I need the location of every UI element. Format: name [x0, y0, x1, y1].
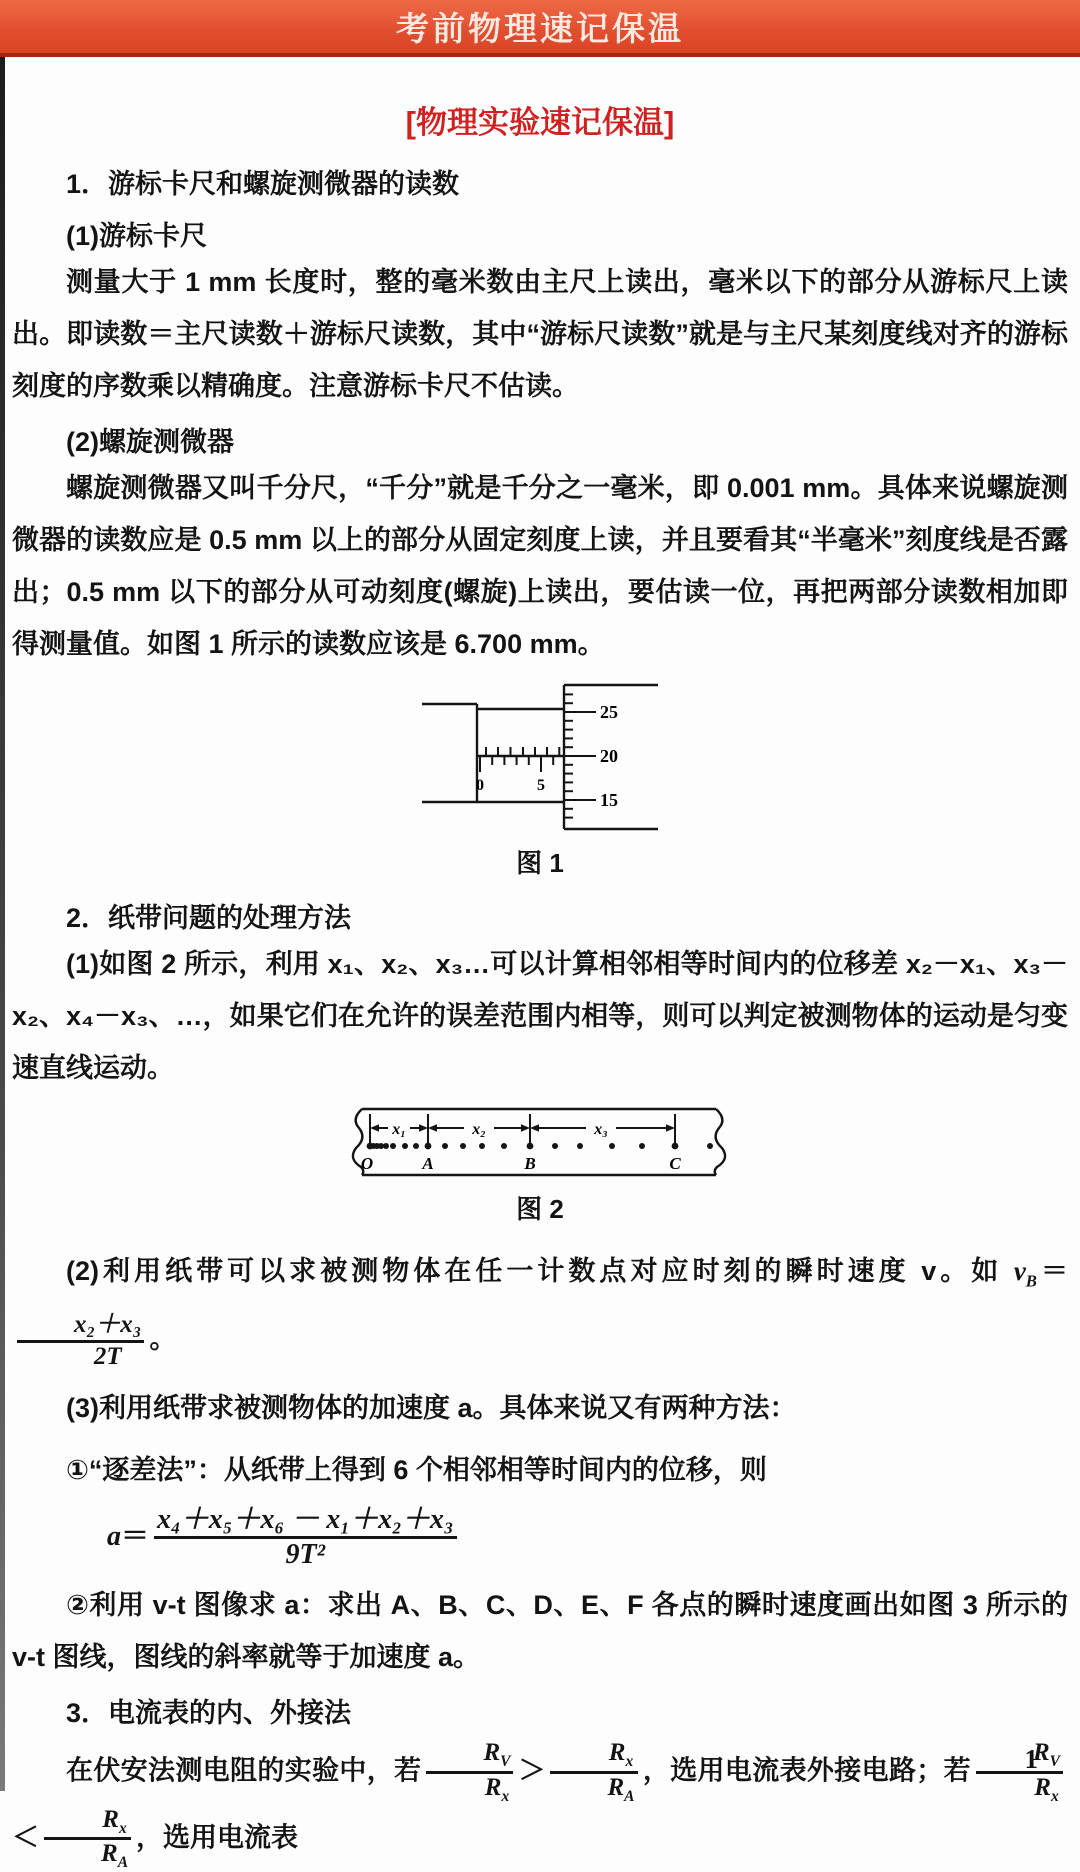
a-equals-sign: ＝: [121, 1519, 150, 1551]
s3-lead: 在伏安法测电阻的实验中，若: [66, 1755, 422, 1786]
thimble-label-20: 20: [600, 746, 618, 766]
header-title: 考前物理速记保温: [396, 10, 684, 47]
interval-label-x1: x₁: [391, 1121, 406, 1138]
section2-method2: ②利用 v-t 图像求 a：求出 A、B、C、D、E、F 各点的瞬时速度画出如图 3 所示的 v-t 图线，图线的斜率就等于加速度 a。: [12, 1589, 1068, 1672]
acceleration-formula: [107, 1504, 1068, 1571]
section2-method1: ①“逐差法”：从纸带上得到 6 个相邻相等时间内的位移，则: [66, 1454, 767, 1485]
p2-period: 。: [149, 1324, 177, 1355]
vb-fraction-numerator: x₂＋x₃: [17, 1311, 144, 1343]
rx-ra-fraction-2: $\frac{R_x}{R_A}$: [44, 1806, 131, 1872]
rx-ra-fraction: [550, 1739, 637, 1806]
figure1-micrometer: [12, 682, 1068, 880]
s3-mid: ，选用电流表外接电路；若: [642, 1755, 971, 1786]
vb-fraction: [17, 1311, 144, 1372]
thimble-label-15: 15: [600, 790, 618, 810]
rx-numerator: $R_x$: [550, 1739, 637, 1774]
section2-heading: 2．纸带问题的处理方法: [66, 903, 352, 933]
p2-text: (2)利用纸带可以求被测物体在任一计数点对应时刻的瞬时速度 v。如: [66, 1256, 1014, 1286]
a-fraction: [154, 1504, 457, 1571]
main-scale-label-5: 5: [537, 777, 545, 794]
interval-arrows: [370, 1124, 675, 1131]
section1-heading: 1．游标卡尺和螺旋测微器的读数: [66, 169, 460, 199]
section1-sub2-body: 螺旋测微器又叫千分尺，“千分”就是千分之一毫米，即 0.001 mm。具体来说螺旋测微器的读数应是 0.5 mm 以上的部分从固定刻度上读，并且要看其“半毫米”刻度线是否露出；0.5 mm 以下的部分从可动刻度(螺旋)上读出，要估读一位，再把两部分读数相加即得测量值。如图 1 所示的读数应该是 6.700 mm。: [12, 473, 1068, 659]
a-fraction-denominator: 9T²: [285, 1538, 326, 1570]
section2-p3: (3)利用纸带求被测物体的加速度 a。具体来说又有两种方法：: [66, 1392, 797, 1423]
tape-dots: [366, 1143, 712, 1150]
point-label-O: O: [360, 1154, 373, 1173]
interval-label-x2: x₂: [471, 1121, 486, 1138]
figure2-caption: 图 2: [516, 1194, 564, 1224]
less-than-sign: ＜: [12, 1821, 39, 1852]
doc-title: [物理实验速记保温]: [405, 105, 675, 140]
point-label-A: A: [421, 1154, 434, 1173]
page-number: 1: [1024, 1744, 1038, 1774]
rv-rx-fraction-2: $\frac{R_V}{R_x}$: [976, 1739, 1063, 1806]
equals-sign: ＝: [1036, 1256, 1068, 1286]
section1-sub1-heading: (1)游标卡尺: [66, 221, 207, 251]
interval-label-x3: x₃: [593, 1121, 608, 1138]
a-fraction-numerator: x₄＋x₅＋x₆ － x₁＋x₂＋x₃: [154, 1504, 457, 1539]
thimble-label-25: 25: [600, 702, 618, 722]
section1-sub2-heading: (2)螺旋测微器: [66, 427, 234, 457]
section3-body: [12, 1739, 1068, 1872]
rv-numerator: $R_V$: [426, 1739, 513, 1774]
section1-sub1-body: 测量大于 1 mm 长度时，整的毫米数由主尺上读出，毫米以下的部分从游标尺上读出。即读数＝主尺读数＋游标尺读数，其中“游标尺读数”就是与主尺某刻度线对齐的游标刻度的序数乘以精确度。注意游标卡尺不估读。: [12, 267, 1068, 401]
figure2-paper-tape: [12, 1106, 1068, 1226]
vb-fraction-denominator: 2T: [93, 1342, 122, 1370]
rv-rx-fraction: [426, 1739, 513, 1806]
point-label-C: C: [668, 1154, 681, 1173]
thimble-ticks: [564, 694, 596, 817]
a-symbol: a: [107, 1520, 121, 1552]
velocity-symbol: $v_B$: [1013, 1256, 1037, 1291]
page-edge-shadow: [0, 57, 5, 1791]
rx-denominator: $R_x$: [484, 1773, 510, 1805]
micrometer-diagram: [420, 682, 660, 834]
figure1-caption: 图 1: [516, 848, 564, 878]
paper-tape-diagram: [348, 1106, 733, 1178]
ra-denominator: $R_A$: [607, 1773, 635, 1805]
header-bar: [0, 0, 1080, 57]
section2-p2: [12, 1242, 1068, 1372]
main-scale-ticks: [480, 747, 559, 772]
section2-p1: (1)如图 2 所示，利用 x₁、x₂、x₃…可以计算相邻相等时间内的位移差 x₂－x₁、x₃－x₂、x₄－x₃、…，如果它们在允许的误差范围内相等，则可以判定被测物体的运动是匀变速直线运动。: [12, 949, 1068, 1083]
point-label-B: B: [523, 1154, 536, 1173]
main-scale-label-0: 0: [476, 777, 484, 794]
greater-than-sign: ＞: [518, 1755, 546, 1786]
s3-tail: ，选用电流表: [136, 1821, 299, 1852]
document-content: [0, 97, 1080, 1872]
section3-heading: 3．电流表的内、外接法: [66, 1697, 352, 1728]
